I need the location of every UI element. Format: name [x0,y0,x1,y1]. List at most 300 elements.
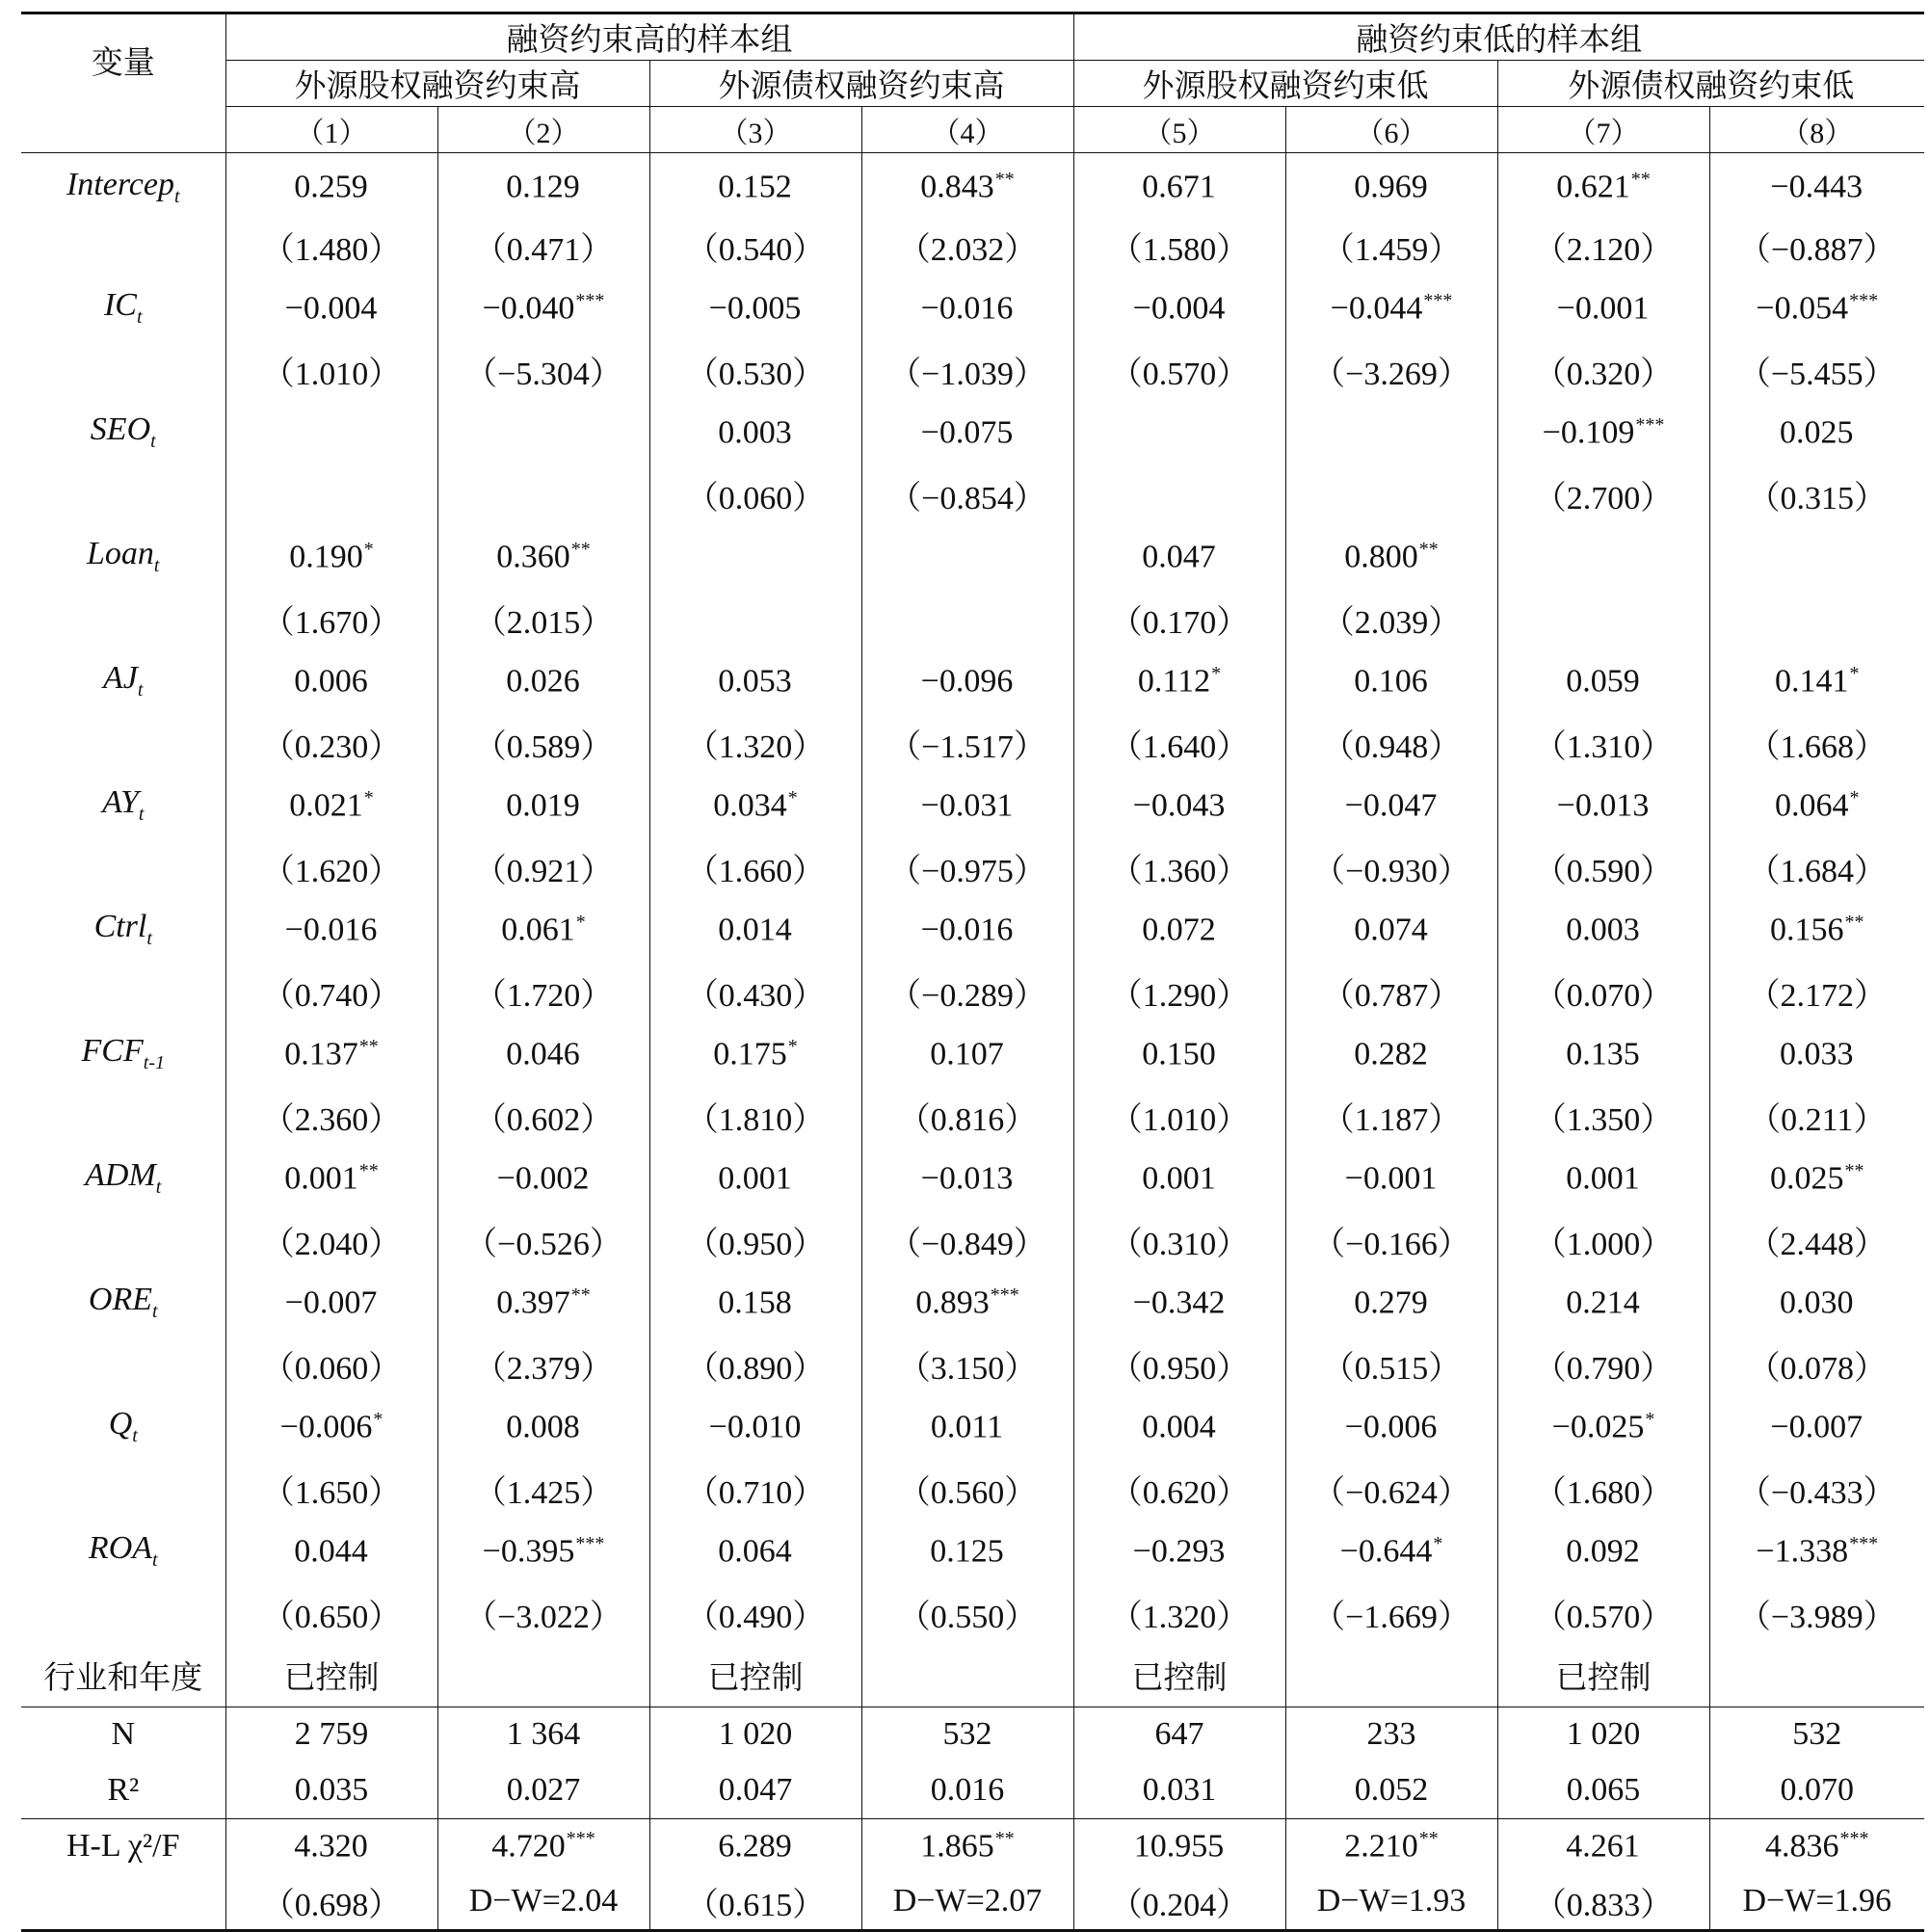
coef-cell [861,775,1073,837]
tstat-cell: （2.172） [1709,961,1924,1023]
controls-cell [1709,1645,1924,1707]
coef-value: −0.006 [279,1408,373,1444]
coef-cell [1709,153,1924,216]
coef-value: −0.005 [708,289,802,326]
variable-name: Ctrl$_t$ [93,909,152,950]
coef-cell [225,650,437,713]
significance-stars: ** [994,168,1015,190]
tstat-cell [1497,588,1709,650]
coef-value: −0.054 [1756,289,1849,326]
variable-subscript: t [137,679,144,701]
hl-sub-cell: （0.833） [1497,1874,1709,1930]
coef-cell [1497,402,1709,464]
tstat-cell: （0.315） [1709,463,1924,526]
hl-cell [225,1818,437,1874]
coef-cell [437,1272,649,1335]
coef-value: 0.064 [718,1532,792,1569]
coef-row [21,650,1924,713]
tstat-cell: （−0.849） [861,1209,1073,1272]
tstat-cell: （2.379） [437,1334,649,1396]
coef-value: 0.033 [1780,1035,1854,1072]
coef-value: −0.044 [1330,289,1423,326]
variable-name: Intercep$_t$ [66,166,180,207]
coef-value: 0.800 [1344,538,1418,574]
coef-value: 0.001 [1566,1159,1640,1196]
column-index: （2） [437,107,649,153]
variable-cell [21,1272,225,1335]
coef-row [21,402,1924,464]
tstat-cell: （−0.526） [437,1209,649,1272]
coef-value: 0.112 [1137,662,1211,699]
table-body [21,153,1924,1707]
hl-cell [437,1818,649,1874]
coef-cell [1285,1521,1497,1583]
variable-cell [21,775,225,837]
coef-value: 0.150 [1142,1035,1216,1072]
tstat-cell: （1.310） [1497,712,1709,775]
coef-cell [1073,650,1285,713]
significance-stars: * [787,786,798,808]
n-cell: 2 759 [225,1707,437,1762]
coef-cell [1073,1521,1285,1583]
hl-sub-cell: D−W=1.96 [1709,1874,1924,1930]
coef-cell [437,1148,649,1210]
tstat-row [21,1458,1924,1521]
tstat-cell [1709,588,1924,650]
coef-value: 0.019 [506,786,580,823]
tstat-cell [225,463,437,526]
tstat-cell: （0.550） [861,1582,1073,1645]
coef-value: −0.109 [1542,413,1635,450]
significance-stars: *** [1849,1532,1879,1554]
coef-cell [1285,1023,1497,1086]
coef-value: 0.064 [1775,786,1849,823]
coef-row [21,1023,1924,1086]
tstat-row [21,1209,1924,1272]
tstat-cell: （1.660） [649,836,861,899]
coef-value: −0.342 [1132,1284,1226,1320]
significance-stars: *** [1635,413,1665,436]
empty-cell [21,1334,225,1396]
variable-name: $AY_t$ [102,784,145,826]
r2-cell: 0.035 [225,1762,437,1818]
hl-sub-cell: D−W=1.93 [1285,1874,1497,1930]
coef-cell [437,1023,649,1086]
coef-value: −0.025 [1551,1408,1645,1444]
tstat-cell: （−0.624） [1285,1458,1497,1521]
significance-stars: *** [575,289,605,311]
controls-cell: 已控制 [649,1645,861,1707]
variable-subscript: t [136,306,143,329]
hl-sub-cell: D−W=2.04 [437,1874,649,1930]
tstat-cell: （−0.887） [1709,215,1924,278]
coef-value: 0.030 [1780,1284,1854,1320]
variable-cell [21,1396,225,1459]
tstat-cell: （0.320） [1497,339,1709,402]
variable-name: $SEO_t$ [90,411,156,453]
group-low-header: 融资约束低的样本组 [1073,13,1924,61]
tstat-cell: （0.490） [649,1582,861,1645]
coef-value: −0.001 [1556,289,1650,326]
coef-value: −0.016 [920,911,1014,947]
coef-cell [225,153,437,216]
tstat-cell [861,588,1073,650]
hl-cell [1285,1818,1497,1874]
coef-value: −1.338 [1756,1532,1849,1569]
coef-value: 0.141 [1775,662,1849,699]
controls-row [21,1645,1924,1707]
coef-cell [437,899,649,962]
coef-row [21,775,1924,837]
coef-value: 0.011 [930,1408,1004,1444]
tstat-cell: （0.650） [225,1582,437,1645]
coef-cell [1285,1148,1497,1210]
coef-cell [1497,278,1709,340]
coef-value: 0.003 [1566,911,1640,947]
coef-row [21,1148,1924,1210]
coef-cell [861,1521,1073,1583]
tstat-cell: （2.040） [225,1209,437,1272]
variable-subscript: t [150,431,156,453]
tstat-cell: （1.720） [437,961,649,1023]
coef-cell [1285,526,1497,589]
coef-cell [1285,1396,1497,1459]
variable-subscript: t [152,1549,158,1572]
n-cell: 1 020 [1497,1707,1709,1762]
tstat-cell: （0.070） [1497,961,1709,1023]
coef-cell [437,278,649,340]
coef-cell [1709,1521,1924,1583]
variable-subscript: t [146,928,152,950]
coef-value: −0.002 [496,1159,590,1196]
hl-cell [1497,1818,1709,1874]
tstat-cell: （0.570） [1497,1582,1709,1645]
empty-cell [21,1874,225,1930]
coef-value: −0.016 [920,289,1014,326]
coef-cell [861,1023,1073,1086]
coef-cell [225,278,437,340]
hl-row [21,1818,1924,1874]
coef-value: 0.047 [1142,538,1216,574]
tstat-cell: （−1.669） [1285,1582,1497,1645]
coef-value: −0.031 [920,786,1014,823]
tstat-cell [1285,463,1497,526]
hl-value: 4.720 [491,1828,566,1865]
tstat-row [21,1085,1924,1148]
coef-cell [649,153,861,216]
controls-label: 行业和年度 [43,1658,203,1696]
empty-cell [21,961,225,1023]
hl-cell [861,1818,1073,1874]
coef-cell [861,153,1073,216]
r2-cell: 0.065 [1497,1762,1709,1818]
coef-cell [861,278,1073,340]
coef-cell [1073,526,1285,589]
coef-value: 0.059 [1566,662,1640,699]
variable-cell [21,650,225,713]
table-header [21,13,1924,153]
coef-value: 0.001 [718,1159,792,1196]
coef-cell [225,1272,437,1335]
empty-cell [21,1085,225,1148]
tstat-cell: （−3.989） [1709,1582,1924,1645]
coef-cell [649,650,861,713]
variable-subscript: t [155,1177,162,1199]
coef-value: 0.014 [718,911,792,947]
coef-cell [1285,650,1497,713]
hl-value: 4.836 [1765,1828,1839,1865]
coef-cell [1709,775,1924,837]
significance-stars: *** [566,1828,595,1850]
significance-stars: *** [990,1284,1019,1306]
coef-row [21,153,1924,216]
variable-subscript: t [173,185,180,207]
tstat-cell: （0.589） [437,712,649,775]
tstat-cell: （0.060） [649,463,861,526]
significance-stars: ** [1844,1159,1864,1181]
coef-value: −0.013 [920,1159,1014,1196]
coef-value: 0.671 [1142,169,1216,205]
significance-stars: * [787,1035,798,1057]
tstat-cell: （1.187） [1285,1085,1497,1148]
tstat-cell: （0.170） [1073,588,1285,650]
tstat-cell: （0.948） [1285,712,1497,775]
hl-sub-cell: D−W=2.07 [861,1874,1073,1930]
tstat-cell: （0.890） [649,1334,861,1396]
tstat-cell: （−0.854） [861,463,1073,526]
coef-cell [225,775,437,837]
tstat-cell: （0.570） [1073,339,1285,402]
coef-value: −0.010 [708,1408,802,1444]
coef-value: 0.004 [1142,1408,1216,1444]
coef-value: −0.007 [284,1284,378,1320]
coef-value: 0.397 [496,1284,570,1320]
r2-cell: 0.016 [861,1762,1073,1818]
tstat-cell: （0.211） [1709,1085,1924,1148]
tstat-cell: （1.668） [1709,712,1924,775]
column-index: （5） [1073,107,1285,153]
group-high-header: 融资约束高的样本组 [225,13,1073,61]
n-cell: 233 [1285,1707,1497,1762]
coef-cell [1709,278,1924,340]
hl-sub-row [21,1874,1924,1930]
coef-row [21,899,1924,962]
tstat-row [21,712,1924,775]
coef-cell [225,899,437,962]
hl-value: 1.865 [920,1828,994,1865]
hl-cell [1709,1818,1924,1874]
coef-cell [437,402,649,464]
variable-cell [21,899,225,962]
coef-cell [1497,1148,1709,1210]
coef-cell [1073,899,1285,962]
variable-subscript: t [153,555,160,577]
coef-cell [1073,775,1285,837]
hl-value: 10.955 [1133,1828,1225,1865]
tstat-cell: （2.448） [1709,1209,1924,1272]
significance-stars: ** [358,1035,379,1057]
coef-cell [1709,1023,1924,1086]
coef-cell [861,899,1073,962]
empty-cell [21,1582,225,1645]
coef-cell [1497,899,1709,962]
tstat-cell: （−5.455） [1709,339,1924,402]
significance-stars: ** [358,1159,379,1181]
coef-cell [437,526,649,589]
tstat-cell [437,463,649,526]
header-row-indices [21,107,1924,153]
coef-value: 0.003 [718,413,792,450]
tstat-cell: （0.540） [649,215,861,278]
r2-cell: 0.070 [1709,1762,1924,1818]
coef-value: 0.158 [718,1284,792,1320]
significance-stars: ** [1844,911,1864,933]
coef-cell [1497,1396,1709,1459]
subgroup-header: 外源债权融资约束低 [1497,61,1924,107]
coef-value: 0.025 [1770,1159,1844,1196]
empty-cell [21,1209,225,1272]
variable-subscript: t [138,804,145,826]
coef-cell [1073,153,1285,216]
coef-value: 0.092 [1566,1532,1640,1569]
table-stats [21,1707,1924,1930]
coef-cell [649,526,861,589]
coef-cell [1709,650,1924,713]
coef-cell [1497,1272,1709,1335]
significance-stars: * [1849,786,1860,808]
significance-stars: ** [570,1284,591,1306]
significance-stars: ** [1418,538,1439,560]
coef-cell [649,1521,861,1583]
regression-table [21,12,1924,1932]
tstat-row [21,463,1924,526]
tstat-cell: （−5.304） [437,339,649,402]
coef-value: −0.075 [920,413,1014,450]
significance-stars: * [363,786,374,808]
tstat-cell: （0.740） [225,961,437,1023]
n-cell: 532 [861,1707,1073,1762]
variable-cell [21,153,225,216]
tstat-cell: （1.010） [225,339,437,402]
tstat-row [21,215,1924,278]
coef-cell [861,1148,1073,1210]
coef-cell [861,650,1073,713]
tstat-row [21,1334,1924,1396]
coef-cell [649,1023,861,1086]
coef-cell [437,153,649,216]
hl-value: 4.320 [294,1828,368,1865]
coef-cell [1709,402,1924,464]
coef-value: 0.026 [506,662,580,699]
r2-cell: 0.052 [1285,1762,1497,1818]
coef-cell [649,899,861,962]
variable-name: $ADM_t$ [85,1157,162,1199]
coef-cell [1709,526,1924,589]
significance-stars: * [363,538,374,560]
r2-cell: 0.047 [649,1762,861,1818]
coef-value: −0.016 [284,911,378,947]
n-cell: 1 020 [649,1707,861,1762]
variable-subscript: t [132,1425,138,1447]
coef-value: 0.137 [284,1035,358,1072]
coef-cell [1497,153,1709,216]
coef-value: 0.135 [1566,1035,1640,1072]
coef-value: 0.021 [289,786,363,823]
variable-cell [21,526,225,589]
empty-cell [21,836,225,899]
variable-cell [21,1023,225,1086]
significance-stars: ** [994,1828,1015,1850]
tstat-cell: （0.060） [225,1334,437,1396]
coef-cell [1285,775,1497,837]
tstat-cell: （0.950） [649,1209,861,1272]
coef-value: 0.006 [294,662,368,699]
empty-cell [21,463,225,526]
tstat-cell: （−0.930） [1285,836,1497,899]
coef-value: −0.007 [1770,1408,1864,1444]
coef-cell [437,1521,649,1583]
empty-cell [21,712,225,775]
coef-value: 0.053 [718,662,792,699]
empty-cell [21,339,225,402]
coef-cell [225,1396,437,1459]
coef-cell [1709,899,1924,962]
tstat-cell: （0.620） [1073,1458,1285,1521]
tstat-cell: （0.590） [1497,836,1709,899]
significance-stars: * [1849,662,1860,684]
coef-value: 0.072 [1142,911,1216,947]
coef-cell [1073,402,1285,464]
coef-value: 0.106 [1354,662,1428,699]
coef-value: 0.001 [1142,1159,1216,1196]
coef-cell [861,1396,1073,1459]
column-index: （7） [1497,107,1709,153]
coef-row [21,1521,1924,1583]
coef-value: 0.034 [713,786,787,823]
tstat-cell: （1.640） [1073,712,1285,775]
r2-row [21,1762,1924,1818]
coef-value: −0.293 [1132,1532,1226,1569]
hl-value: 6.289 [718,1828,792,1865]
coef-value: 0.214 [1566,1284,1640,1320]
significance-stars: * [1645,1408,1655,1430]
column-index: （3） [649,107,861,153]
tstat-row [21,1582,1924,1645]
tstat-cell: （−1.517） [861,712,1073,775]
variable-name: $ORE_t$ [88,1282,158,1323]
subgroup-header: 外源股权融资约束高 [225,61,649,107]
tstat-cell: （1.010） [1073,1085,1285,1148]
header-row-groups [21,13,1924,61]
coef-value: 0.044 [294,1532,368,1569]
tstat-cell: （0.816） [861,1085,1073,1148]
coef-cell [1073,1023,1285,1086]
coef-cell [649,402,861,464]
coef-value: 0.156 [1770,911,1844,947]
tstat-cell: （2.039） [1285,588,1497,650]
coef-value: −0.001 [1344,1159,1438,1196]
empty-cell [21,588,225,650]
n-row [21,1707,1924,1762]
empty-cell [21,1458,225,1521]
coef-value: 0.129 [506,169,580,205]
r2-cell: 0.027 [437,1762,649,1818]
tstat-cell: （1.000） [1497,1209,1709,1272]
coef-value: −0.047 [1344,786,1438,823]
coef-cell [649,1396,861,1459]
tstat-cell: （0.602） [437,1085,649,1148]
coef-cell [1073,278,1285,340]
